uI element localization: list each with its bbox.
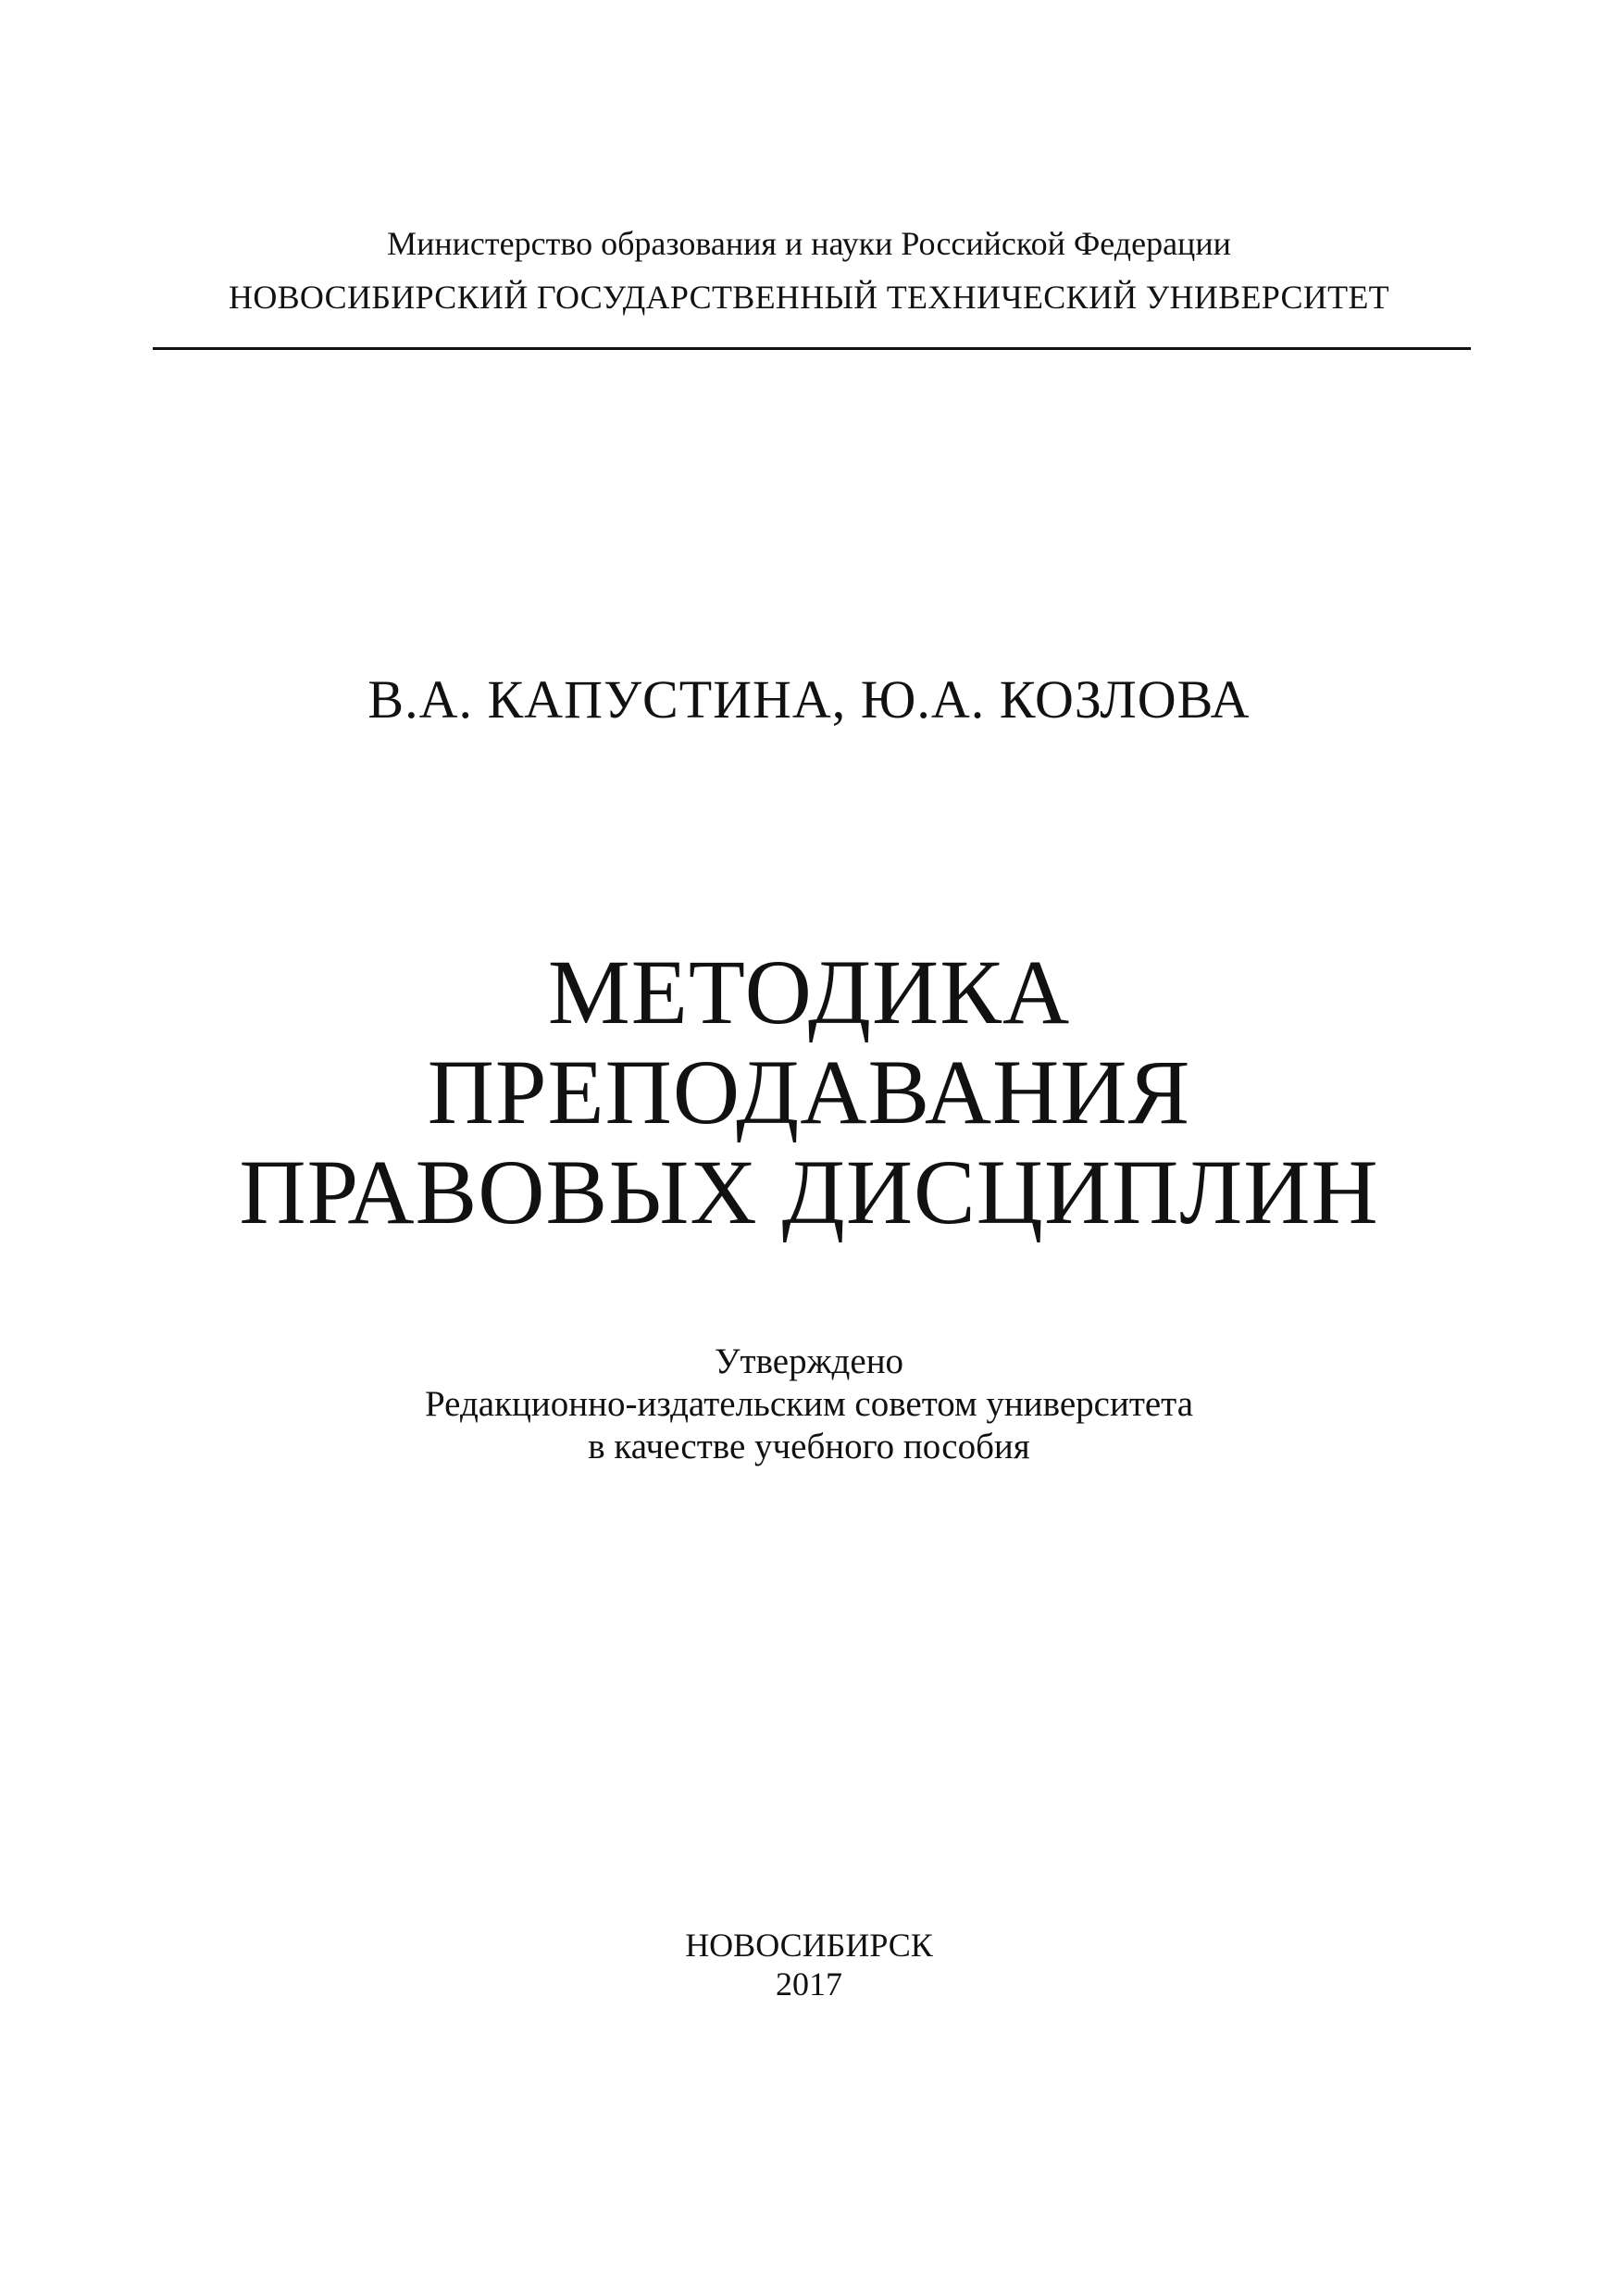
book-title <box>0 942 1618 1242</box>
approval-note <box>0 1341 1618 1468</box>
header-divider <box>153 347 1471 350</box>
publication-year: 2017 <box>776 1965 842 2003</box>
imprint <box>0 1926 1618 2003</box>
publisher-header <box>0 220 1618 320</box>
ministry-name: Министерство образования и науки Российской Федерации <box>387 225 1231 262</box>
approval-line: Редакционно-издательским советом университета <box>424 1384 1194 1424</box>
publication-city: НОВОСИБИРСК <box>685 1927 933 1964</box>
university-name: НОВОСИБИРСКИЙ ГОСУДАРСТВЕННЫЙ ТЕХНИЧЕСКИЙ УНИВЕРСИТЕТ <box>229 279 1389 316</box>
authors: В.А. КАПУСТИНА, Ю.А. КОЗЛОВА <box>367 669 1251 730</box>
approval-line: в качестве учебного пособия <box>588 1427 1030 1466</box>
title-line: ПРАВОВЫХ ДИСЦИПЛИН <box>239 1141 1379 1243</box>
title-line: МЕТОДИКА <box>547 941 1071 1043</box>
title-line: ПРЕПОДАВАНИЯ <box>427 1041 1191 1143</box>
approval-line: Утверждено <box>714 1341 904 1381</box>
